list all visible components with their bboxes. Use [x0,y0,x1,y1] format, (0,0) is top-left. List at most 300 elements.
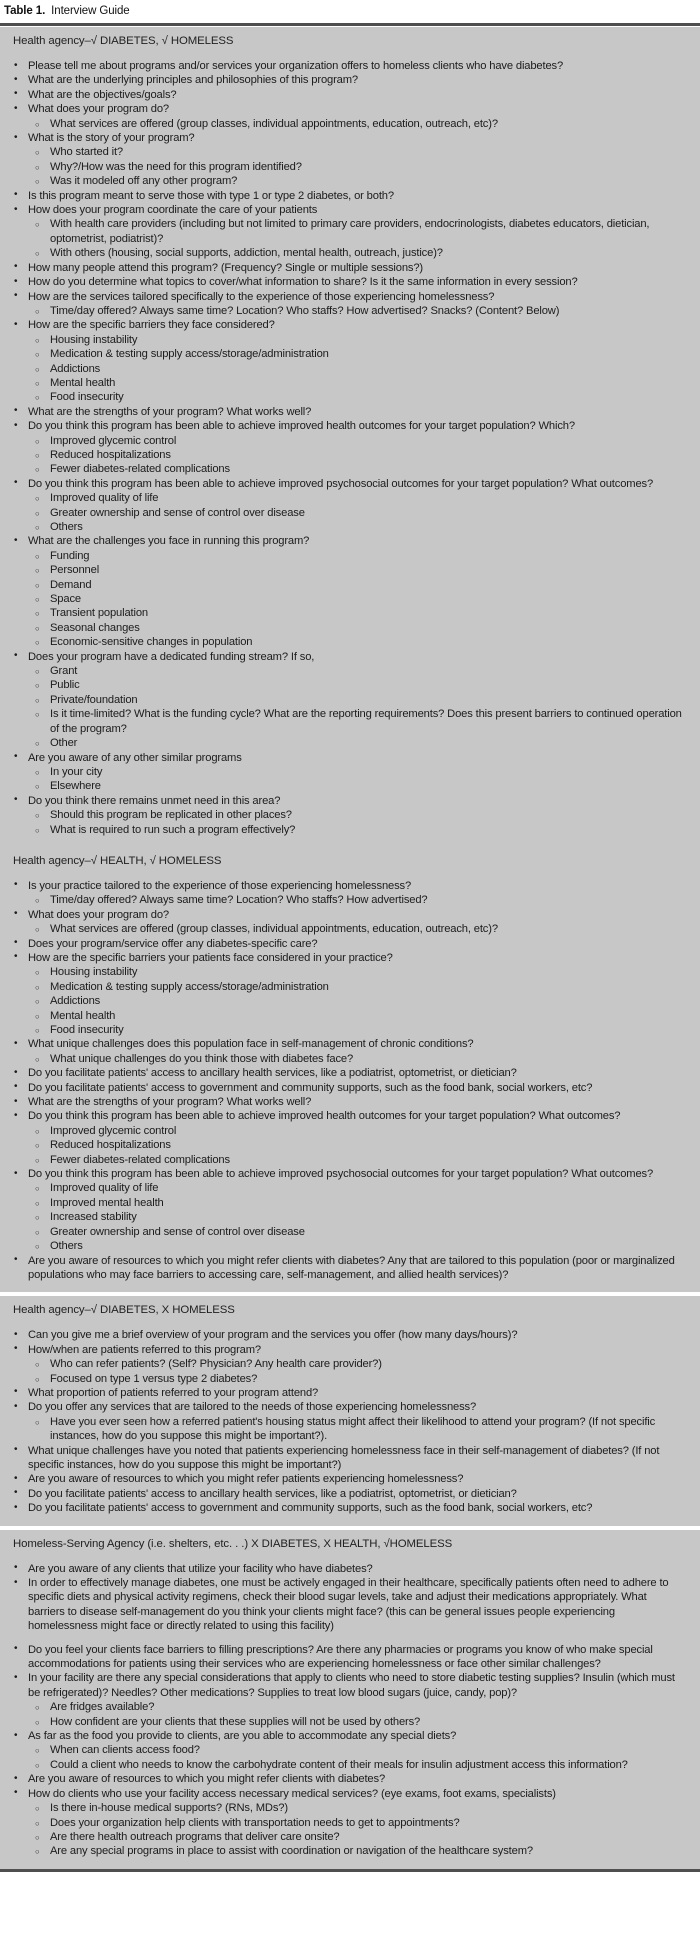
interview-question [13,73,686,87]
question-text: How are the specific barriers they face considered? [28,319,275,332]
interview-probe [35,362,686,376]
section-box [0,1530,700,1869]
interview-probe [35,1124,686,1138]
bullet-icon: • [14,1400,18,1412]
probe-text: What services are offered (group classes, individual appointments, education, outreach, etc)? [50,117,498,130]
question-text: How does your program coordinate the care of your patients [28,204,318,217]
interview-probe [35,1372,686,1386]
bullet-icon: • [14,1109,18,1121]
circle-bullet-icon: ○ [35,436,40,446]
circle-bullet-icon: ○ [35,896,40,906]
circle-bullet-icon: ○ [35,982,40,992]
interview-probe [26,1758,686,1772]
interview-probe [35,1009,686,1023]
circle-bullet-icon: ○ [35,925,40,935]
probe-text: Medication & testing supply access/storage/administration [50,348,329,361]
question-text: What proportion of patients referred to your program attend? [28,1386,319,1399]
probe-text: In your city [50,765,103,778]
question-text: How do clients who use your facility access necessary medical services? (eye exams, foot exams, specialists) [28,1787,556,1800]
question-text: Do you facilitate patients' access to ancillary health services, like a podiatrist, optometrist, or dietician? [28,1067,517,1080]
probe-text: Why?/How was the need for this program identified? [50,160,302,173]
interview-probe [35,563,686,577]
circle-bullet-icon: ○ [35,767,40,777]
interview-question [13,419,686,433]
interview-question [13,1254,686,1283]
probe-text: With others (housing, social supports, addiction, mental health, outreach, justice)? [50,247,443,260]
question-text: As far as the food you provide to clients, are you able to accommodate any special diets? [28,1730,457,1743]
interview-question [13,318,686,332]
circle-bullet-icon: ○ [35,1717,40,1727]
table-number-label: Table 1. [4,5,46,17]
interview-question [13,1643,686,1672]
probe-text: Is it time-limited? What is the funding cycle? What are the reporting requirements? Does this present barriers to continued operation of the program? [50,708,682,735]
interview-probe [35,808,686,822]
probe-text: Economic-sensitive changes in population [50,636,253,649]
question-text: What are the objectives/goals? [28,88,177,101]
probe-text: How confident are your clients that these supplies will not be used by others? [50,1715,421,1728]
circle-bullet-icon: ○ [35,739,40,749]
interview-probe [35,578,686,592]
interview-question [13,1787,686,1801]
bullet-icon: • [14,1562,18,1574]
bullet-icon: • [14,102,18,114]
circle-bullet-icon: ○ [35,1417,40,1427]
question-text: Are you aware of any other similar programs [28,751,242,764]
circle-bullet-icon: ○ [35,566,40,576]
interview-probe [35,779,686,793]
probe-text: Does your organization help clients with transportation needs to get to appointments? [50,1816,460,1829]
question-text: In your facility are there any special considerations that apply to clients who need to store diabetic testing supplies? Insulin (which must be refrigerated)? Needles? Other medications? Supplies to treat low blood sugars (juice, candy, pop)? [28,1672,675,1699]
table-boxes [0,27,700,1869]
probe-text: Increased stability [50,1211,137,1224]
bullet-icon: • [14,131,18,143]
probe-text: Greater ownership and sense of control over disease [50,506,305,519]
circle-bullet-icon: ○ [35,465,40,475]
probe-text: Time/day offered? Always same time? Location? Who staffs? How advertised? Snacks? (Content? Below) [50,304,560,317]
question-text: Is your practice tailored to the experience of those experiencing homelessness? [28,879,412,892]
bullet-icon: • [14,1095,18,1107]
probe-text: What is required to run such a program effectively? [50,823,296,836]
bullet-icon: • [14,1386,18,1398]
question-text: Do you offer any services that are tailored to the needs of those experiencing homelessness? [28,1401,477,1414]
interview-probe [35,217,686,246]
circle-bullet-icon: ○ [35,1213,40,1223]
probe-text: Reduced hospitalizations [50,448,171,461]
probe-text: With health care providers (including but not limited to primary care providers, endocrinologists, diabetes educators, dietician, optometrist, podiatrist)? [50,218,650,245]
bullet-icon: • [14,1671,18,1683]
interview-question [13,290,686,304]
circle-bullet-icon: ○ [35,551,40,561]
circle-bullet-icon: ○ [35,119,40,129]
interview-probe [35,160,686,174]
circle-bullet-icon: ○ [35,968,40,978]
question-text: Are you aware of resources to which you might refer clients with diabetes? Any that are tailored to this population (poor or marginalized populations who may face barriers to accessing care, self-management, and allied health services)? [28,1254,675,1281]
interview-question [13,1472,686,1486]
interview-question [13,1562,686,1576]
question-text: What are the challenges you face in running this program? [28,535,310,548]
interview-probe [35,693,686,707]
interview-probe [35,606,686,620]
probe-text: Greater ownership and sense of control over disease [50,1225,305,1238]
circle-bullet-icon: ○ [35,1026,40,1035]
interview-probe [35,117,686,131]
interview-question [13,405,686,419]
interview-question [13,1037,686,1051]
question-text: Do you facilitate patients' access to ancillary health services, like a podiatrist, optometrist, or dietician? [28,1487,517,1500]
bullet-icon: • [14,290,18,301]
bullet-icon: • [14,1501,18,1513]
bullet-icon: • [14,794,18,806]
interview-probe [35,980,686,994]
interview-probe [35,145,686,159]
interview-question [13,261,686,275]
bullet-icon: • [14,1472,18,1484]
interview-probe [35,592,686,606]
question-text: How are the specific barriers your patients face considered in your practice? [28,951,393,964]
circle-bullet-icon: ○ [35,450,40,460]
circle-bullet-icon: ○ [35,249,40,259]
bottom-rule [0,1869,700,1872]
interview-probe [35,246,686,260]
bullet-icon: • [14,1487,18,1499]
interview-question [13,1487,686,1501]
bullet-icon: • [14,419,18,431]
probe-text: Transient population [50,607,148,620]
interview-probe [35,621,686,635]
bullet-icon: • [14,477,18,489]
interview-probe [35,1196,686,1210]
circle-bullet-icon: ○ [35,393,40,403]
probe-text: Housing instability [50,966,138,979]
interview-probe [35,434,686,448]
interview-question [13,751,686,765]
circle-bullet-icon: ○ [35,1746,40,1756]
probe-text: Personnel [50,564,100,577]
section-header: Health agency–√ HEALTH, √ HOMELESS [13,854,222,867]
probe-text: Grant [50,665,78,678]
question-text: Are you aware of resources to which you might refer patients experiencing homelessness? [28,1473,464,1486]
question-text: Do you facilitate patients' access to government and community supports, such as the food bank, social workers, etc? [28,1081,593,1094]
probe-text: Medication & testing supply access/storage/administration [50,980,329,993]
top-rule [0,23,700,26]
probe-text: Public [50,679,80,692]
probe-text: Who can refer patients? (Self? Physician? Any health care provider?) [50,1358,382,1371]
interview-question [13,1671,686,1700]
bullet-icon: • [14,1037,18,1049]
question-text: What unique challenges does this population face in self-management of chronic conditions? [28,1038,474,1051]
interview-probe [35,1023,686,1037]
question-text: What are the underlying principles and philosophies of this program? [28,74,358,87]
probe-text: Are fridges available? [50,1701,155,1714]
circle-bullet-icon: ○ [35,1198,40,1208]
circle-bullet-icon: ○ [35,1227,40,1237]
interview-probe [35,1239,686,1253]
probe-text: Addictions [50,995,101,1008]
circle-bullet-icon: ○ [35,825,40,835]
probe-text: Mental health [50,376,116,389]
circle-bullet-icon: ○ [35,1847,40,1857]
question-text: Do you think this program has been able to achieve improved psychosocial outcomes for your target population? What outcomes? [28,477,654,490]
interview-probe [35,491,686,505]
bullet-icon: • [14,261,18,273]
interview-probe [35,174,686,188]
interview-question [13,88,686,102]
interview-probe [35,635,686,649]
interview-probe [35,1844,686,1858]
interview-question [13,1576,686,1634]
probe-text: Could a client who needs to know the carbohydrate content of their meals for insulin adjustment access this information? [50,1758,628,1771]
section-box [0,27,700,1292]
interview-question [13,879,686,893]
question-text: Does your program have a dedicated funding stream? If so, [28,650,315,663]
circle-bullet-icon: ○ [35,523,40,532]
circle-bullet-icon: ○ [35,1242,40,1252]
probe-text: Improved glycemic control [50,434,177,447]
question-text: Are you aware of resources to which you might refer clients with diabetes? [28,1773,386,1786]
question-text: How many people attend this program? (Frequency? Single or multiple sessions?) [28,261,423,274]
interview-probe [35,1210,686,1224]
question-text: Do you facilitate patients' access to government and community supports, such as the food bank, social workers, etc? [28,1502,593,1515]
probe-text: Are any special programs in place to assist with coordination or navigation of the healthcare system? [50,1845,533,1858]
bullet-icon: • [14,751,18,762]
section-header: Health agency–√ DIABETES, √ HOMELESS [13,35,234,47]
bullet-icon: • [14,937,18,949]
circle-bullet-icon: ○ [35,335,40,345]
bullet-icon: • [14,1167,18,1179]
probe-text: Housing instability [50,333,138,346]
interview-probe [35,1816,686,1830]
interview-probe [35,994,686,1008]
interview-question [13,1772,686,1786]
section-header: Homeless-Serving Agency (i.e. shelters, etc. . .) X DIABETES, X HEALTH, √HOMELESS [13,1537,453,1550]
probe-text: Should this program be replicated in other places? [50,809,292,822]
interview-question [13,951,686,965]
table-title: Interview Guide [51,5,130,17]
interview-probe [35,506,686,520]
bullet-icon: • [14,1643,18,1655]
interview-question [13,794,686,808]
probe-text: Fewer diabetes-related complications [50,463,230,476]
interview-question [13,59,686,73]
bullet-icon: • [14,1787,18,1799]
circle-bullet-icon: ○ [35,1184,40,1194]
bullet-icon: • [14,203,18,215]
interview-question [13,1386,686,1400]
probe-text: When can clients access food? [50,1744,200,1757]
circle-bullet-icon: ○ [35,681,40,691]
interview-question [13,102,686,116]
bullet-icon: • [14,189,18,201]
question-text: What are the strengths of your program? What works well? [28,1096,312,1109]
probe-text: Space [50,593,81,606]
bullet-icon: • [14,951,18,963]
probe-text: Food insecurity [50,1024,124,1036]
interview-question [13,189,686,203]
interview-probe [35,1153,686,1167]
interview-probe [35,1225,686,1239]
interview-probe [35,965,686,979]
question-text: Are you aware of any clients that utilize your facility who have diabetes? [28,1562,373,1575]
question-text: What are the strengths of your program? What works well? [28,405,312,418]
probe-text: Others [50,521,83,533]
interview-question [13,1095,686,1109]
interview-question [13,1400,686,1414]
interview-question [13,1328,686,1342]
question-text: Can you give me a brief overview of your program and the services you offer (how many days/hours)? [28,1329,518,1342]
interview-probe [35,664,686,678]
probe-text: Time/day offered? Always same time? Location? Who staffs? How advertised? [50,894,428,907]
circle-bullet-icon: ○ [35,1804,40,1814]
probe-text: Seasonal changes [50,621,140,634]
bullet-icon: • [14,405,18,417]
bullet-icon: • [14,275,18,287]
circle-bullet-icon: ○ [35,1832,40,1842]
probe-text: Elsewhere [50,780,101,793]
probe-text: Who started it? [50,146,123,159]
circle-bullet-icon: ○ [35,1141,40,1151]
probe-text: Is there in-house medical supports? (RNs, MDs?) [50,1802,288,1815]
question-text: Do you think this program has been able to achieve improved health outcomes for your target population? Which? [28,420,575,433]
interview-question [13,477,686,491]
circle-bullet-icon: ○ [35,695,40,705]
probe-text: Mental health [50,1009,116,1022]
probe-text: Have you ever seen how a referred patient's housing status might affect their likelihood to attend your program? (If not specific instances, how do you suppose this might be important?). [50,1415,656,1443]
bullet-icon: • [14,318,18,330]
question-text: Do you feel your clients face barriers to filling prescriptions? Are there any pharmacies or programs you know of who make special accommodations for patients using their services who are experiencing homelessness or face other similar challenges? [28,1643,653,1671]
probe-text: Improved quality of life [50,492,159,505]
probe-text: Addictions [50,362,101,375]
interview-probe [35,678,686,692]
circle-bullet-icon: ○ [35,595,40,605]
circle-bullet-icon: ○ [35,580,40,590]
interview-probe [35,448,686,462]
probe-text: Focused on type 1 versus type 2 diabetes? [50,1372,258,1385]
question-text: Do you think there remains unmet need in this area? [28,794,281,807]
interview-probe [35,333,686,347]
interview-probe [35,1052,686,1066]
circle-bullet-icon: ○ [35,997,40,1007]
interview-probe [35,1415,686,1444]
probe-text: Funding [50,549,90,562]
circle-bullet-icon: ○ [35,162,40,172]
probe-text: Demand [50,578,92,591]
interview-probe [35,347,686,361]
table-caption [0,0,700,23]
interview-probe [35,376,686,390]
interview-question [13,275,686,289]
question-text: Is this program meant to serve those with type 1 or type 2 diabetes, or both? [28,189,394,202]
question-text: In order to effectively manage diabetes, one must be actively engaged in their healthcare, specifically patients often need to adhere to specific diets and physical activity regimens, check their blood sugar levels, take and adjust their medications appropriately. What barriers to disease self-management do you think your clients might face? (this can be general issues people experiencing homelessness might face or directly related to using this facility) [28,1577,669,1633]
interview-question [13,937,686,951]
circle-bullet-icon: ○ [35,148,40,158]
circle-bullet-icon: ○ [35,1126,40,1136]
circle-bullet-icon: ○ [35,638,40,648]
circle-bullet-icon: ○ [35,1011,40,1021]
question-text: What does your program do? [28,908,169,921]
interview-question [13,1066,686,1080]
interview-question [13,1109,686,1123]
probe-text: Others [50,1240,83,1253]
interview-question [13,650,686,664]
interview-question [13,1081,686,1095]
interview-probe [35,736,686,750]
question-text: How are the services tailored specifically to the experience of those experiencing homelessness? [28,290,495,303]
circle-bullet-icon: ○ [35,811,40,821]
interview-question [13,908,686,922]
interview-probe [35,1138,686,1152]
interview-question [13,131,686,145]
circle-bullet-icon: ○ [35,1054,40,1064]
circle-bullet-icon: ○ [35,350,40,360]
probe-text: Was it modeled off any other program? [50,175,238,188]
bullet-icon: • [14,1081,18,1093]
bullet-icon: • [14,534,18,546]
interview-probe [35,1357,686,1371]
probe-text: Improved quality of life [50,1182,159,1195]
interview-question [13,203,686,217]
section-box [0,1296,700,1525]
question-text: What is the story of your program? [28,132,195,145]
circle-bullet-icon: ○ [35,609,40,619]
interview-probe [35,390,686,404]
bullet-icon: • [14,73,18,85]
bullet-icon: • [14,1444,18,1456]
bullet-icon: • [14,1772,18,1784]
circle-bullet-icon: ○ [35,177,40,187]
circle-bullet-icon: ○ [35,1360,40,1370]
bullet-icon: • [14,1254,18,1265]
interview-probe [35,549,686,563]
probe-text: Are there health outreach programs that deliver care onsite? [50,1830,340,1843]
bullet-icon: • [14,879,18,891]
interview-question [13,1167,686,1181]
interview-probe [35,1830,686,1844]
section-header: Health agency–√ DIABETES, X HOMELESS [13,1304,235,1317]
circle-bullet-icon: ○ [35,1818,40,1828]
bullet-icon: • [14,59,18,71]
bullet-icon: • [14,1729,18,1741]
circle-bullet-icon: ○ [35,220,40,230]
probe-text: Other [50,737,78,750]
bullet-icon: • [14,908,18,920]
circle-bullet-icon: ○ [35,364,40,374]
probe-text: Improved mental health [50,1196,164,1209]
bullet-icon: • [14,88,18,100]
circle-bullet-icon: ○ [35,623,40,633]
interview-probe [35,1801,686,1815]
probe-text: Improved glycemic control [50,1124,177,1137]
interview-probe [35,922,686,936]
interview-probe [35,462,686,476]
circle-bullet-icon: ○ [35,378,40,388]
interview-probe [35,823,686,837]
circle-bullet-icon: ○ [35,710,40,720]
interview-probe [35,1181,686,1195]
bullet-icon: • [14,1576,18,1588]
question-text: How/when are patients referred to this program? [28,1343,261,1356]
circle-bullet-icon: ○ [35,508,40,518]
question-text: What unique challenges have you noted that patients experiencing homelessness face in their self-management of diabetes? (If not specific instances, how do you suppose this might be important?) [28,1444,660,1471]
question-text: Does your program/service offer any diabetes-specific care? [28,937,318,950]
bullet-icon: • [14,650,18,662]
question-text: What does your program do? [28,103,169,116]
interview-probe [35,765,686,779]
circle-bullet-icon: ○ [35,1155,40,1165]
circle-bullet-icon: ○ [35,1374,40,1384]
probe-text: What services are offered (group classes, individual appointments, education, outreach, etc)? [50,923,498,936]
probe-text: Fewer diabetes-related complications [50,1153,230,1166]
question-text: Do you think this program has been able to achieve improved health outcomes for your target population? What outcomes? [28,1110,621,1123]
